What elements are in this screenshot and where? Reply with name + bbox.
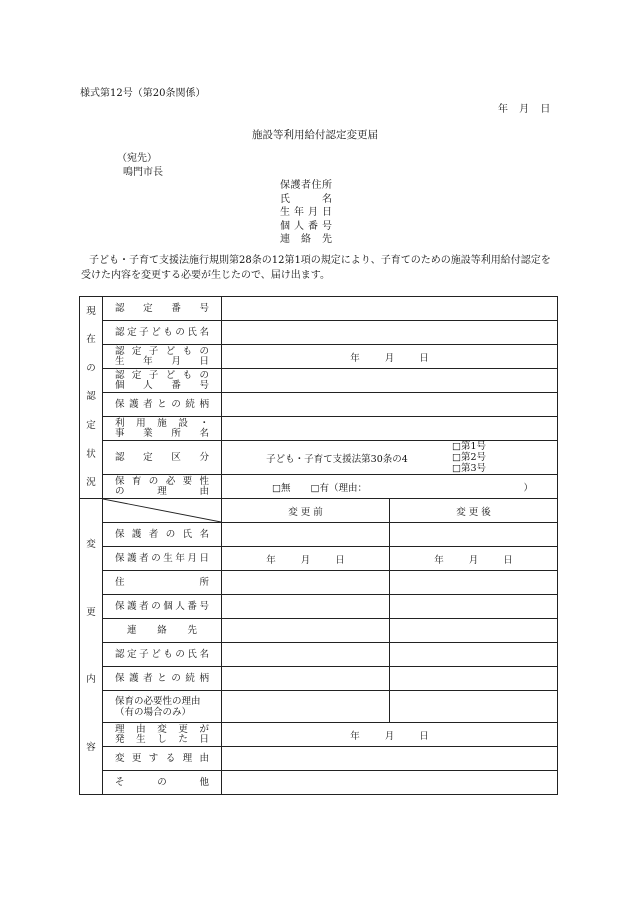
necessity-label: 保育の必要性 の理由 <box>103 475 222 499</box>
child-name-before[interactable] <box>222 643 390 667</box>
document-title: 施設等利用給付認定変更届 <box>252 129 378 141</box>
guardian-dob-after[interactable]: 年 月 日 <box>390 547 558 571</box>
addressee-block <box>117 152 163 180</box>
child-id-field[interactable] <box>222 369 558 393</box>
applicant-dob-label: 生年月日 <box>280 207 332 218</box>
category-option-3[interactable]: □第3号 <box>452 463 487 474</box>
diagonal-header-cell <box>103 499 222 523</box>
diagonal-line <box>103 499 221 522</box>
necessity-yes-checkbox[interactable]: □有（理由： <box>310 482 368 494</box>
form-number: 様式第12号（第20条関係） <box>80 88 206 99</box>
guardian-id-after[interactable] <box>390 595 558 619</box>
before-header: 変 更 前 <box>222 499 390 523</box>
guardian-name-after[interactable] <box>390 523 558 547</box>
address-before[interactable] <box>222 571 390 595</box>
declaration-text: 子ども・子育て支援法施行規則第28条の12第1項の規定により、子育てのための施設等利用給付認定を受けた内容を変更する必要が生じたので、届け出ます。 <box>81 255 551 281</box>
child-dob-field[interactable]: 年 月 日 <box>222 345 558 369</box>
addressee-name: 鳴門市長 <box>123 167 163 178</box>
necessity-after[interactable] <box>390 691 558 723</box>
child-name-label: 認定子どもの氏名 <box>103 321 222 345</box>
guardian-dob-before[interactable]: 年 月 日 <box>222 547 390 571</box>
other-label: その他 <box>103 771 222 795</box>
address-after[interactable] <box>390 571 558 595</box>
necessity-before[interactable] <box>222 691 390 723</box>
contact-label: 連絡先 <box>103 619 222 643</box>
relation-before[interactable] <box>222 667 390 691</box>
guardian-name-label: 保護者の氏名 <box>103 523 222 547</box>
category-law-text: 子ども・子育て支援法第30条の4 <box>266 453 408 465</box>
applicant-labels <box>280 179 332 247</box>
applicant-name-label: 氏名 <box>280 193 332 205</box>
submission-date: 年 月 日 <box>498 104 551 115</box>
relation-label: 保護者との続柄 <box>103 393 222 417</box>
change-reason-field[interactable] <box>222 747 558 771</box>
guardian-id-before[interactable] <box>222 595 390 619</box>
after-header: 変 更 後 <box>390 499 558 523</box>
change-form-table <box>79 296 558 795</box>
relation-field[interactable] <box>222 393 558 417</box>
necessity-field[interactable] <box>222 475 558 499</box>
applicant-id-label: 個人番号 <box>280 220 332 232</box>
necessity-none-checkbox[interactable]: □無 <box>272 482 291 494</box>
cert-number-label: 認定番号 <box>103 297 222 321</box>
change-date-label: 理由変更が 発生した日 <box>103 723 222 747</box>
necessity-close-paren: ） <box>523 482 533 494</box>
applicant-address-label: 保護者住所 <box>280 180 332 191</box>
child-name-change-label: 認定子どもの氏名 <box>103 643 222 667</box>
address-label: 住所 <box>103 571 222 595</box>
child-dob-label: 認定子どもの 生年月日 <box>103 345 222 369</box>
other-field[interactable] <box>222 771 558 795</box>
addressee-label: （宛先） <box>117 153 157 164</box>
guardian-dob-label: 保護者の生年月日 <box>103 547 222 571</box>
cert-number-field[interactable] <box>222 297 558 321</box>
contact-after[interactable] <box>390 619 558 643</box>
guardian-name-before[interactable] <box>222 523 390 547</box>
change-reason-label: 変更する理由 <box>103 747 222 771</box>
facility-field[interactable] <box>222 417 558 441</box>
child-name-field[interactable] <box>222 321 558 345</box>
relation-after[interactable] <box>390 667 558 691</box>
category-option-2[interactable]: □第2号 <box>452 452 487 463</box>
necessity-change-label: 保育の必要性の理由 （有の場合のみ） <box>103 691 222 723</box>
change-date-field[interactable]: 年 月 日 <box>222 723 558 747</box>
facility-label: 利用施設・ 事業所名 <box>103 417 222 441</box>
category-option-1[interactable]: □第1号 <box>452 441 487 452</box>
category-field[interactable] <box>222 441 558 475</box>
guardian-id-label: 保護者の個人番号 <box>103 595 222 619</box>
relation-change-label: 保護者との続柄 <box>103 667 222 691</box>
child-id-label: 認定子どもの 個人番号 <box>103 369 222 393</box>
contact-before[interactable] <box>222 619 390 643</box>
applicant-contact-label: 連絡先 <box>280 234 332 245</box>
current-section-label: 現 在 の 認 定 状 況 <box>80 297 103 499</box>
category-label: 認定区分 <box>103 441 222 475</box>
child-name-after[interactable] <box>390 643 558 667</box>
change-section-label: 変 更 内 容 <box>80 499 103 795</box>
